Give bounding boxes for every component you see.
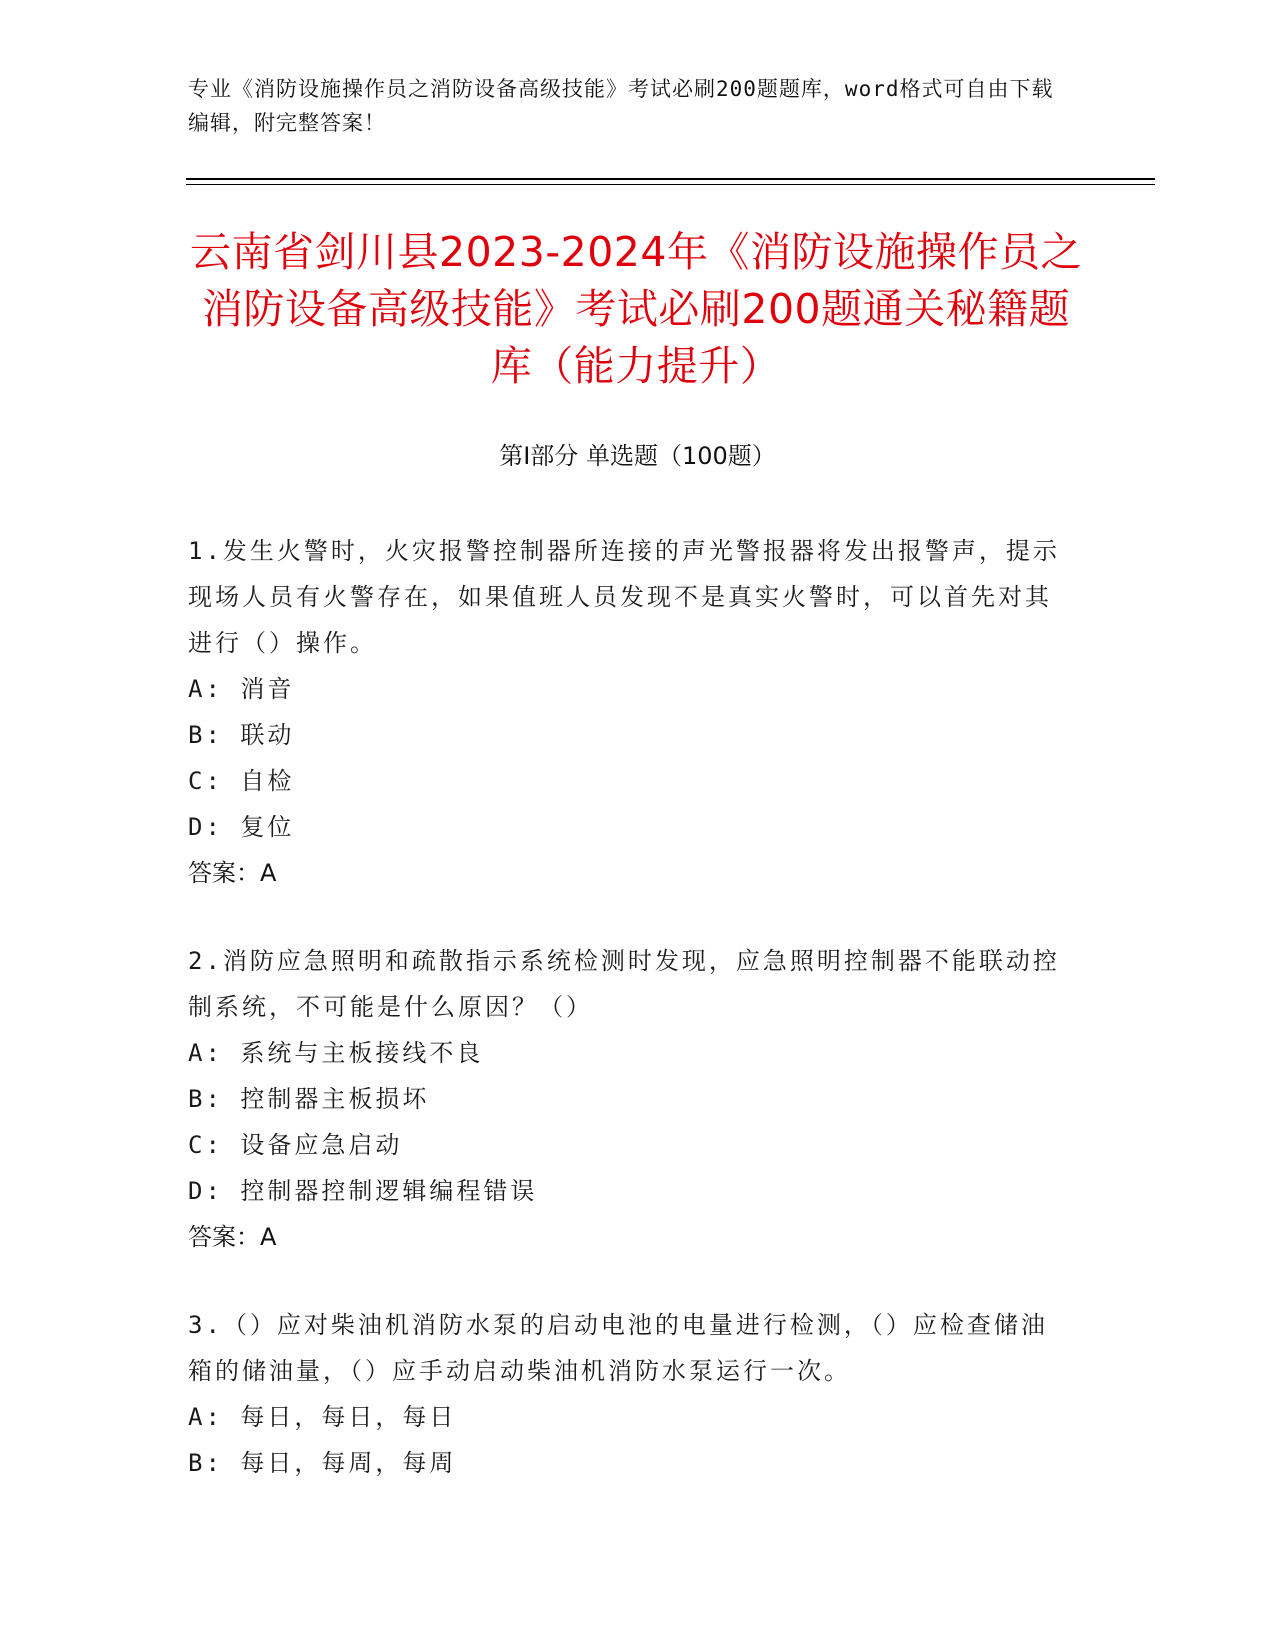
option-a: A: 系统与主板接线不良	[188, 1039, 484, 1067]
question-text: 3.（）应对柴油机消防水泵的启动电池的电量进行检测，（）应检查储油箱的储油量，（）应手动启动柴油机消防水泵运行一次。	[188, 1311, 1048, 1385]
header-note: 专业《消防设施操作员之消防设备高级技能》考试必刷200题题库，word格式可自由下载编辑，附完整答案！	[188, 77, 1054, 135]
question-text: 2.消防应急照明和疏散指示系统检测时发现，应急照明控制器不能联动控制系统，不可能是什么原因？（）	[188, 947, 1060, 1021]
option-d: D: 复位	[188, 813, 295, 841]
header-divider-thin	[186, 184, 1155, 185]
option-b: B: 联动	[188, 721, 295, 749]
question-1	[188, 528, 1068, 896]
question-2	[188, 938, 1068, 1260]
option-c: C: 自检	[188, 767, 295, 795]
header-divider-thick	[186, 178, 1155, 180]
option-c: C: 设备应急启动	[188, 1131, 403, 1159]
section-title: 第Ⅰ部分 单选题（100题）	[499, 442, 776, 470]
document-title: 云南省剑川县2023-2024年《消防设施操作员之消防设备高级技能》考试必刷200题通关秘籍题库（能力提升）	[190, 228, 1082, 390]
answer: 答案：A	[188, 1223, 277, 1251]
question-3	[188, 1302, 1068, 1486]
question-text: 1.发生火警时，火灾报警控制器所连接的声光警报器将发出报警声，提示现场人员有火警存在，如果值班人员发现不是真实火警时，可以首先对其进行（）操作。	[188, 537, 1060, 657]
option-a: A: 每日，每日，每日	[188, 1403, 457, 1431]
option-b: B: 每日，每周，每周	[188, 1449, 457, 1477]
option-d: D: 控制器控制逻辑编程错误	[188, 1177, 538, 1205]
question-list	[188, 528, 1068, 1528]
option-a: A: 消音	[188, 675, 295, 703]
answer: 答案：A	[188, 859, 277, 887]
option-b: B: 控制器主板损坏	[188, 1085, 430, 1113]
